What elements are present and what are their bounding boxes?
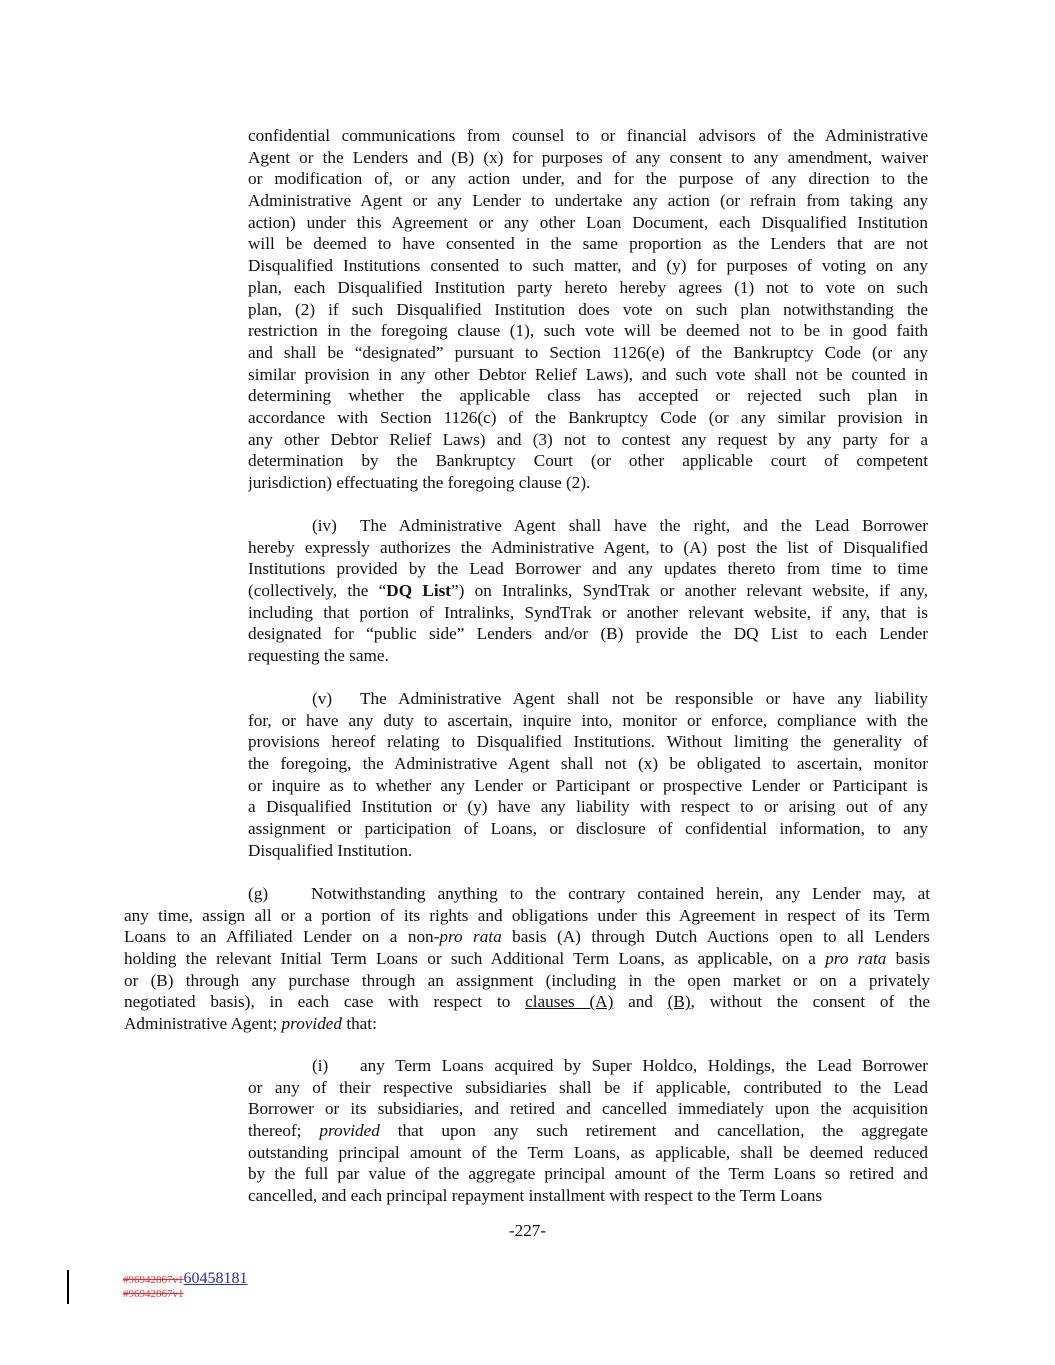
text-run: will be deemed to have consented in the same proportion as the Lenders that are not — [248, 234, 928, 254]
doc-id-deleted: #96942867v1 — [123, 1274, 184, 1286]
text-run: Administrative Agent; — [124, 1014, 282, 1034]
text-line — [248, 796, 928, 818]
text-run: the foregoing, the Administrative Agent shall not (x) be obligated to ascertain, monitor — [248, 754, 928, 774]
text-run: accordance with Section 1126(c) of the Bankruptcy Code (or any similar provision in — [248, 407, 928, 427]
text-run: (collectively, the “ — [248, 581, 387, 601]
text-run: Loans to an Affiliated Lender on a non- — [124, 927, 440, 947]
text-line — [248, 1142, 928, 1164]
text-run: requesting the same. — [248, 646, 389, 666]
text-run: pro rata — [439, 927, 502, 947]
paragraph-iv — [248, 515, 928, 667]
text-line — [248, 277, 928, 299]
text-line — [124, 1013, 930, 1035]
text-run: outstanding principal amount of the Term Loans, as applicable, shall be deemed reduced — [248, 1142, 928, 1162]
text-run: or inquire as to whether any Lender or Participant or prospective Lender or Participant is — [248, 775, 928, 795]
document-id — [123, 1272, 248, 1301]
text-run: negotiated basis), in each case with respect to — [124, 992, 526, 1012]
paragraph-continuation — [248, 125, 928, 494]
text-run: provided — [281, 1014, 343, 1034]
text-line — [248, 1163, 928, 1185]
text-run: restriction in the foregoing clause (1), such vote will be deemed not to be in good faith — [248, 321, 928, 341]
text-line — [248, 515, 928, 537]
text-line — [248, 147, 928, 169]
text-line — [248, 818, 928, 840]
clause-label: (i) — [312, 1056, 329, 1075]
text-line — [248, 342, 928, 364]
text-run: ”) on Intralinks, SyndTrak or another relevant website, if any, — [451, 581, 928, 601]
text-run: any Term Loans acquired by Super Holdco, Holdings, the Lead Borrower — [360, 1056, 928, 1075]
text-line — [248, 580, 928, 602]
text-line — [248, 1098, 928, 1120]
text-line — [248, 1185, 928, 1207]
text-run: Agent or the Lenders and (B) (x) for purposes of any consent to any amendment, waiver — [248, 147, 928, 167]
text-line — [248, 212, 928, 234]
text-run: provisions hereof relating to Disqualified Institutions. Without limiting the generality of — [248, 732, 928, 752]
defined-term: DQ List — [386, 581, 452, 601]
text-run: The Administrative Agent shall not be responsible or have any liability — [360, 689, 928, 708]
text-run: any time, assign all or a portion of its rights and obligations under this Agreement in respect of its Term — [124, 905, 930, 925]
text-run: hereby expressly authorizes the Administrative Agent, to (A) post the list of Disqualified — [248, 537, 928, 557]
text-line — [248, 190, 928, 212]
clause-label: (v) — [312, 689, 333, 708]
text-line — [124, 905, 930, 927]
text-line — [248, 168, 928, 190]
text-line — [248, 299, 928, 321]
text-line — [248, 125, 928, 147]
text-run: including that portion of Intralinks, SyndTrak or another relevant website, if any, that is — [248, 602, 928, 622]
text-line — [124, 948, 930, 970]
text-run: Disqualified Institution. — [248, 840, 413, 860]
text-run: Administrative Agent or any Lender to undertake any action (or refrain from taking any — [248, 191, 928, 211]
text-run: a Disqualified Institution or (y) have any liability with respect to or arising out of any — [248, 797, 928, 817]
text-run: Borrower or its subsidiaries, and retired and cancelled immediately upon the acquisition — [248, 1099, 928, 1119]
text-run: confidential communications from counsel to or financial advisors of the Administrative — [248, 126, 928, 145]
text-line — [248, 537, 928, 559]
text-run: plan, each Disqualified Institution party hereto hereby agrees (1) not to vote on such — [248, 277, 928, 297]
text-line — [248, 558, 928, 580]
text-run: provided — [319, 1121, 380, 1141]
text-run: Disqualified Institutions consented to such matter, and (y) for purposes of voting on any — [248, 256, 928, 276]
text-line — [248, 450, 928, 472]
text-line — [248, 472, 928, 494]
text-line — [248, 233, 928, 255]
text-run: and shall be “designated” pursuant to Section 1126(e) of the Bankruptcy Code (or any — [248, 342, 928, 362]
text-line — [248, 1055, 928, 1077]
text-line — [248, 407, 928, 429]
text-line — [248, 688, 928, 710]
text-run: that: — [342, 1014, 377, 1034]
doc-id-deleted: #96942867v1 — [123, 1288, 184, 1300]
text-line — [248, 753, 928, 775]
text-line — [248, 602, 928, 624]
text-run: Notwithstanding anything to the contrary contained herein, any Lender may, at — [311, 884, 930, 903]
text-run: assignment or participation of Loans, or disclosure of confidential information, to any — [248, 819, 928, 839]
text-line — [248, 385, 928, 407]
text-line — [248, 255, 928, 277]
text-run: or modification of, or any action under, and for the purpose of any direction to the — [248, 169, 928, 189]
text-run: determination by the Bankruptcy Court (or other applicable court of competent — [248, 451, 928, 471]
text-run: thereof; — [248, 1121, 320, 1141]
doc-id-inserted: 60458181 — [183, 1270, 248, 1287]
text-run: clauses (A) — [525, 992, 614, 1012]
text-run: basis (A) through Dutch Auctions open to all Lenders — [501, 927, 930, 947]
text-run: Institutions provided by the Lead Borrower and any updates thereto from time to time — [248, 559, 928, 579]
text-line — [124, 991, 930, 1013]
text-run: , without the consent of the — [690, 992, 930, 1012]
text-line — [248, 1120, 928, 1142]
change-bar — [67, 1270, 69, 1304]
text-line — [248, 775, 928, 797]
text-run: or (B) through any purchase through an assignment (including in the open market or on a privately — [124, 970, 930, 990]
text-run: cancelled, and each principal repayment installment with respect to the Term Loans — [248, 1186, 823, 1206]
text-run: (B) — [667, 992, 691, 1012]
text-line — [248, 1077, 928, 1099]
text-line — [248, 731, 928, 753]
text-line — [248, 645, 928, 667]
text-line — [248, 710, 928, 732]
text-run: and — [613, 992, 668, 1012]
text-run: similar provision in any other Debtor Relief Laws), and such vote shall not be counted in — [248, 364, 928, 384]
text-line — [124, 883, 930, 905]
text-run: plan, (2) if such Disqualified Institution does vote on such plan notwithstanding the — [248, 299, 928, 319]
text-run: action) under this Agreement or any other Loan Document, each Disqualified Institution — [248, 212, 928, 232]
text-run: any other Debtor Relief Laws) and (3) not to contest any request by any party for a — [248, 429, 928, 449]
text-run: determining whether the applicable class has accepted or rejected such plan in — [248, 386, 928, 406]
text-run: for, or have any duty to ascertain, inquire into, monitor or enforce, compliance with the — [248, 710, 928, 730]
text-run: basis — [886, 949, 930, 969]
text-run: or any of their respective subsidiaries shall be if applicable, contributed to the Lead — [248, 1077, 928, 1097]
text-line — [248, 623, 928, 645]
text-run: pro rata — [825, 949, 887, 969]
text-run: designated for “public side” Lenders and/or (B) provide the DQ List to each Lender — [248, 624, 928, 644]
text-run: holding the relevant Initial Term Loans or such Additional Term Loans, as applicable, on a — [124, 949, 826, 969]
text-line — [248, 429, 928, 451]
text-run: by the full par value of the aggregate principal amount of the Term Loans so retired and — [248, 1164, 928, 1184]
page-number: -227- — [508, 1221, 547, 1240]
clause-label: (iv) — [312, 516, 337, 535]
text-line — [248, 364, 928, 386]
text-run: The Administrative Agent shall have the right, and the Lead Borrower — [360, 516, 928, 535]
text-line — [248, 320, 928, 342]
text-run: jurisdiction) effectuating the foregoing clause (2). — [248, 473, 591, 492]
paragraph-g-i — [248, 1055, 928, 1207]
paragraph-v — [248, 688, 928, 862]
clause-label: (g) — [248, 884, 269, 903]
text-line — [124, 970, 930, 992]
text-line — [124, 926, 930, 948]
text-line — [248, 840, 928, 862]
text-run: that upon any such retirement and cancellation, the aggregate — [379, 1121, 928, 1141]
paragraph-g — [124, 883, 930, 1035]
